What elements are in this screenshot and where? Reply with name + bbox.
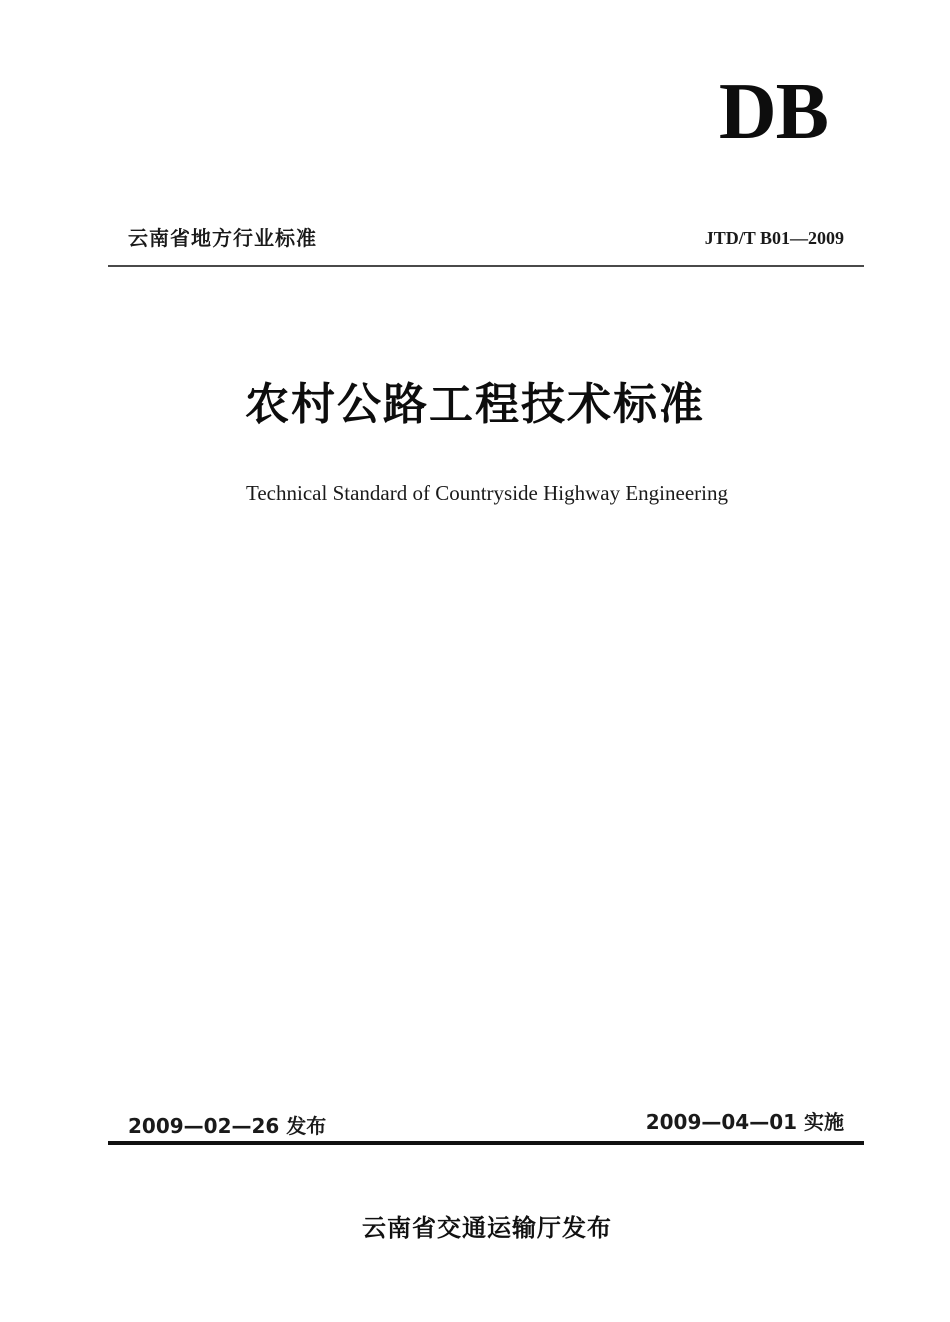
implementation-date: 2009—04—01 实施 — [645, 1110, 844, 1134]
publisher: 云南省交通运输厅发布 — [362, 1214, 612, 1242]
document-title: 农村公路工程技术标准 — [245, 379, 705, 430]
standard-type-mark: DB — [718, 68, 828, 156]
header-divider — [108, 265, 864, 267]
standard-category: 云南省地方行业标准 — [128, 226, 317, 250]
standard-code: JTD/T B01—2009 — [704, 228, 844, 248]
footer-divider — [108, 1141, 864, 1145]
issue-date: 2009—02—26 发布 — [128, 1114, 327, 1138]
document-title-english: Technical Standard of Countryside Highway Engineering — [246, 481, 728, 505]
